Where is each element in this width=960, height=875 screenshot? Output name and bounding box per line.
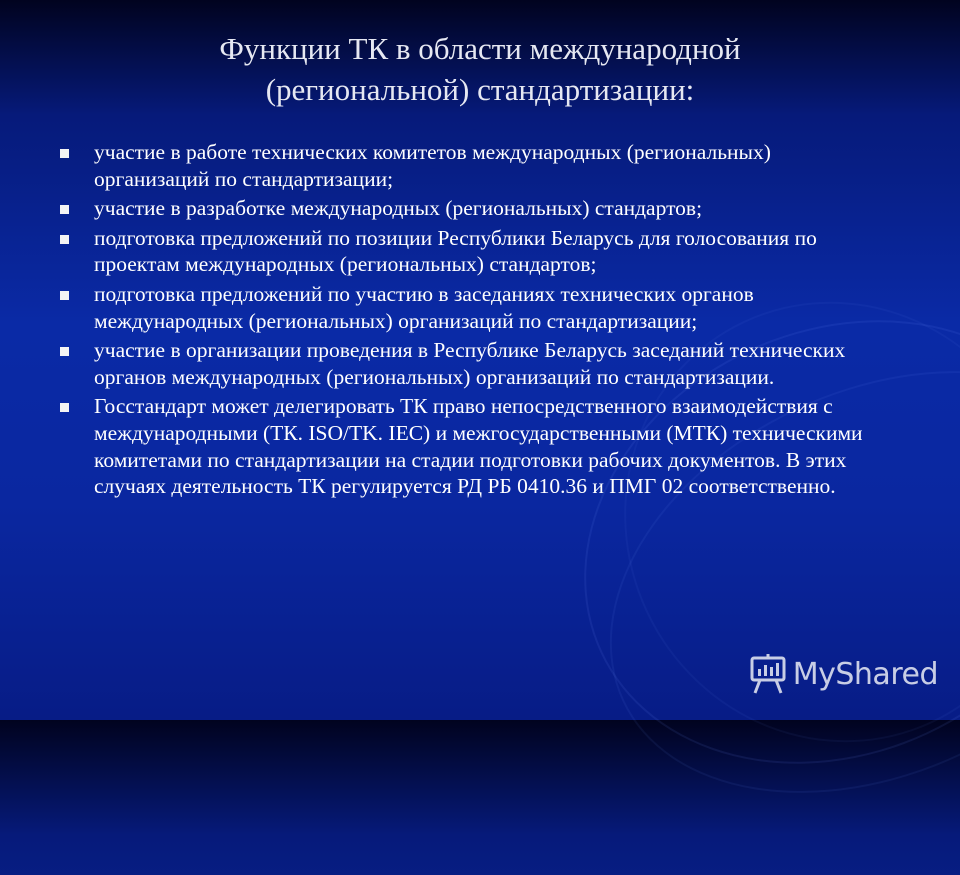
watermark-logo [749, 654, 938, 694]
list-item [58, 195, 878, 222]
bullet-text: участие в разработке международных (региональных) стандартов; [94, 196, 703, 221]
list-item [58, 139, 878, 192]
bullet-square-icon [60, 291, 69, 300]
title-line-2: (региональной) стандартизации: [265, 72, 695, 107]
title-line-1: Функции ТК в области международной [219, 31, 741, 66]
list-item [58, 393, 878, 499]
bullet-text: Госстандарт может делегировать ТК право непосредственного взаимодействия с международными (ТК. ISO/TK. IEC) и межгосударственными (МТК) техническими комитетами по стандартизации на стадии подготовки рабочих документов. В этих случаях деятельность ТК регулируется РД РБ 0410.36 и ПМГ 02 соответственно. [94, 394, 863, 499]
bullet-square-icon [60, 347, 69, 356]
bullet-text: участие в работе технических комитетов международных (региональных) организаций по стандартизации; [94, 140, 771, 191]
bullet-text: подготовка предложений по позиции Республики Беларусь для голосования по проектам международных (региональных) стандартов; [94, 225, 817, 277]
list-item [58, 337, 878, 390]
bullet-list [58, 139, 878, 503]
bullet-square-icon [60, 149, 69, 158]
bullet-square-icon [60, 235, 69, 244]
bullet-square-icon [60, 205, 69, 214]
bullet-square-icon [60, 403, 69, 412]
presentation-board-icon [749, 654, 787, 694]
list-item [58, 225, 878, 278]
slide-title [60, 28, 900, 110]
bullet-text: участие в организации проведения в Республике Беларусь заседаний технических органов международных (региональных) организаций по стандартизации. [94, 338, 846, 389]
list-item [58, 281, 878, 334]
bullet-text: подготовка предложений по участию в заседаниях технических органов международных (региональных) организаций по стандартизации; [94, 281, 754, 333]
watermark-text: MyShared [792, 656, 938, 692]
